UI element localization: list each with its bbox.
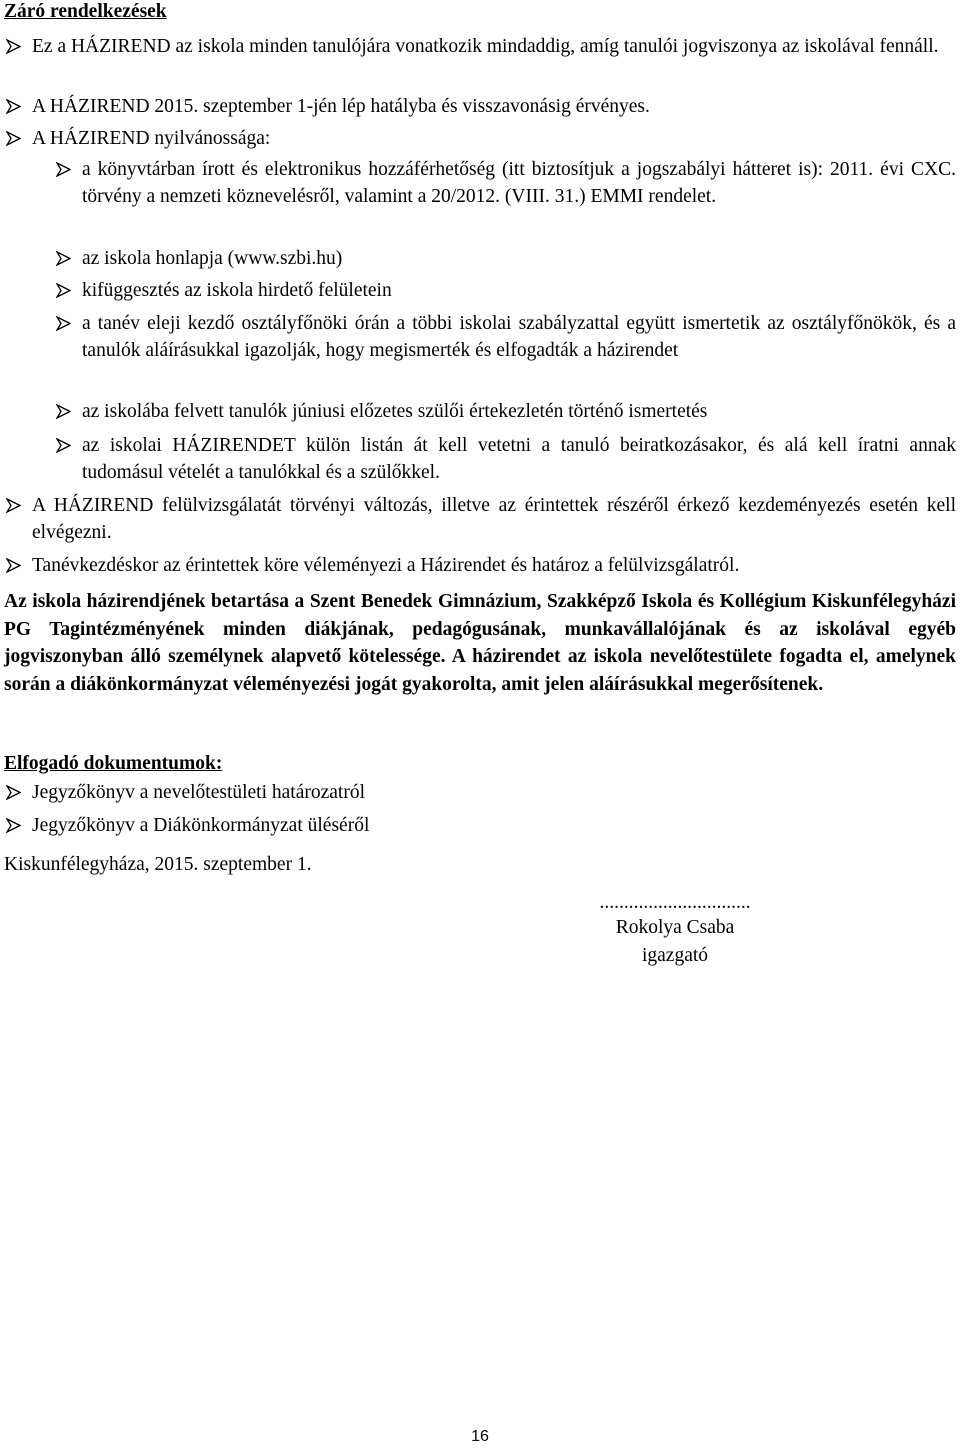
- arrow-bullet-icon: [6, 552, 21, 573]
- arrow-bullet-icon: [56, 277, 71, 298]
- section-heading: Záró rendelkezések: [4, 1, 167, 22]
- closing-statement: Az iskola házirendjének betartása a Szent Benedek Gimnázium, Szakképző Iskola és Kollégium Kiskunfélegyházi PG Tagintézményének minden diákjának, pedagógusának, munkavállalójának és az iskolával egyéb jogviszonyban álló személynek alapvető kötelessége. A házirendet az iskola nevelőtestülete fogadta el, amelynek során a diákönkormányzat véleményezési jogát gyakorolta, amit jelen aláírásukkal megerősítenek.: [4, 591, 956, 695]
- list-item: [82, 310, 956, 364]
- list-item-text: Ez a HÁZIREND az iskola minden tanulójára vonatkozik mindaddig, amíg tanulói jogviszonya az iskolával fennáll.: [32, 36, 939, 57]
- document-item-text: Jegyzőkönyv a nevelőtestületi határozatról: [32, 782, 366, 803]
- document-item-text: Jegyzőkönyv a Diákönkormányzat üléséről: [32, 815, 370, 836]
- list-item-text: A HÁZIREND nyilvánossága:: [32, 128, 271, 149]
- list-item-text: a könyvtárban írott és elektronikus hozzáférhetőség (itt biztosítjuk a jogszabályi hátteret is): 2011. évi CXC. törvény a nemzeti köznevelésről, valamint a 20/2012. (VIII. 31.) EMMI rendelet.: [82, 159, 956, 207]
- arrow-bullet-icon: [6, 125, 21, 146]
- arrow-bullet-icon: [6, 812, 21, 833]
- arrow-bullet-icon: [56, 156, 71, 177]
- list-item-text: az iskolába felvett tanulók júniusi előzetes szülői értekezletén történő ismertetés: [82, 401, 708, 422]
- list-item-text: A HÁZIREND felülvizsgálatát törvényi változás, illetve az érintettek részéről érkező kezdeményezés esetén kell elvégezni.: [32, 495, 956, 543]
- list-item-text: az iskolai HÁZIRENDET külön listán át kell vetetni a tanuló beiratkozásakor, és alá kell íratni annak tudomásul vételét a tanulókkal és a szülőkkel.: [82, 435, 956, 483]
- arrow-bullet-icon: [6, 779, 21, 800]
- arrow-bullet-icon: [56, 432, 71, 453]
- list-item-text: kifüggesztés az iskola hirdető felületein: [82, 280, 392, 301]
- place-and-date: Kiskunfélegyháza, 2015. szeptember 1.: [4, 854, 312, 875]
- list-item-text: A HÁZIREND 2015. szeptember 1-jén lép hatályba és visszavonásig érvényes.: [32, 96, 650, 117]
- signatory-name: Rokolya Csaba: [615, 917, 735, 938]
- list-item: [32, 492, 956, 546]
- list-item: [82, 432, 956, 486]
- page-number: 16: [471, 1428, 489, 1445]
- list-item: [32, 93, 956, 120]
- list-item: [32, 125, 956, 152]
- list-item: [32, 552, 956, 579]
- list-item: [82, 156, 956, 210]
- arrow-bullet-icon: [6, 492, 21, 513]
- document-item: [32, 812, 956, 839]
- list-item-text: a tanév eleji kezdő osztályfőnöki órán a többi iskolai szabályzattal együtt ismertetik az osztályfőnökök, és a tanulók aláírásukkal igazolják, hogy megismerték és elfogadták a házirendet: [82, 313, 956, 361]
- list-item: [82, 277, 956, 304]
- arrow-bullet-icon: [6, 93, 21, 114]
- arrow-bullet-icon: [56, 310, 71, 331]
- arrow-bullet-icon: [6, 33, 21, 54]
- document-item: [32, 779, 956, 806]
- list-item: [82, 398, 956, 425]
- signatory-role: igazgató: [641, 945, 709, 966]
- accepting-documents-heading: Elfogadó dokumentumok:: [4, 753, 223, 774]
- list-item: [32, 33, 956, 60]
- arrow-bullet-icon: [56, 398, 71, 419]
- arrow-bullet-icon: [56, 245, 71, 266]
- signature-line: ...............................: [599, 892, 751, 913]
- list-item: [82, 245, 956, 272]
- list-item-text: Tanévkezdéskor az érintettek köre véleményezi a Házirendet és határoz a felülvizsgálatról.: [32, 555, 740, 576]
- list-item-text: az iskola honlapja (www.szbi.hu): [82, 248, 343, 269]
